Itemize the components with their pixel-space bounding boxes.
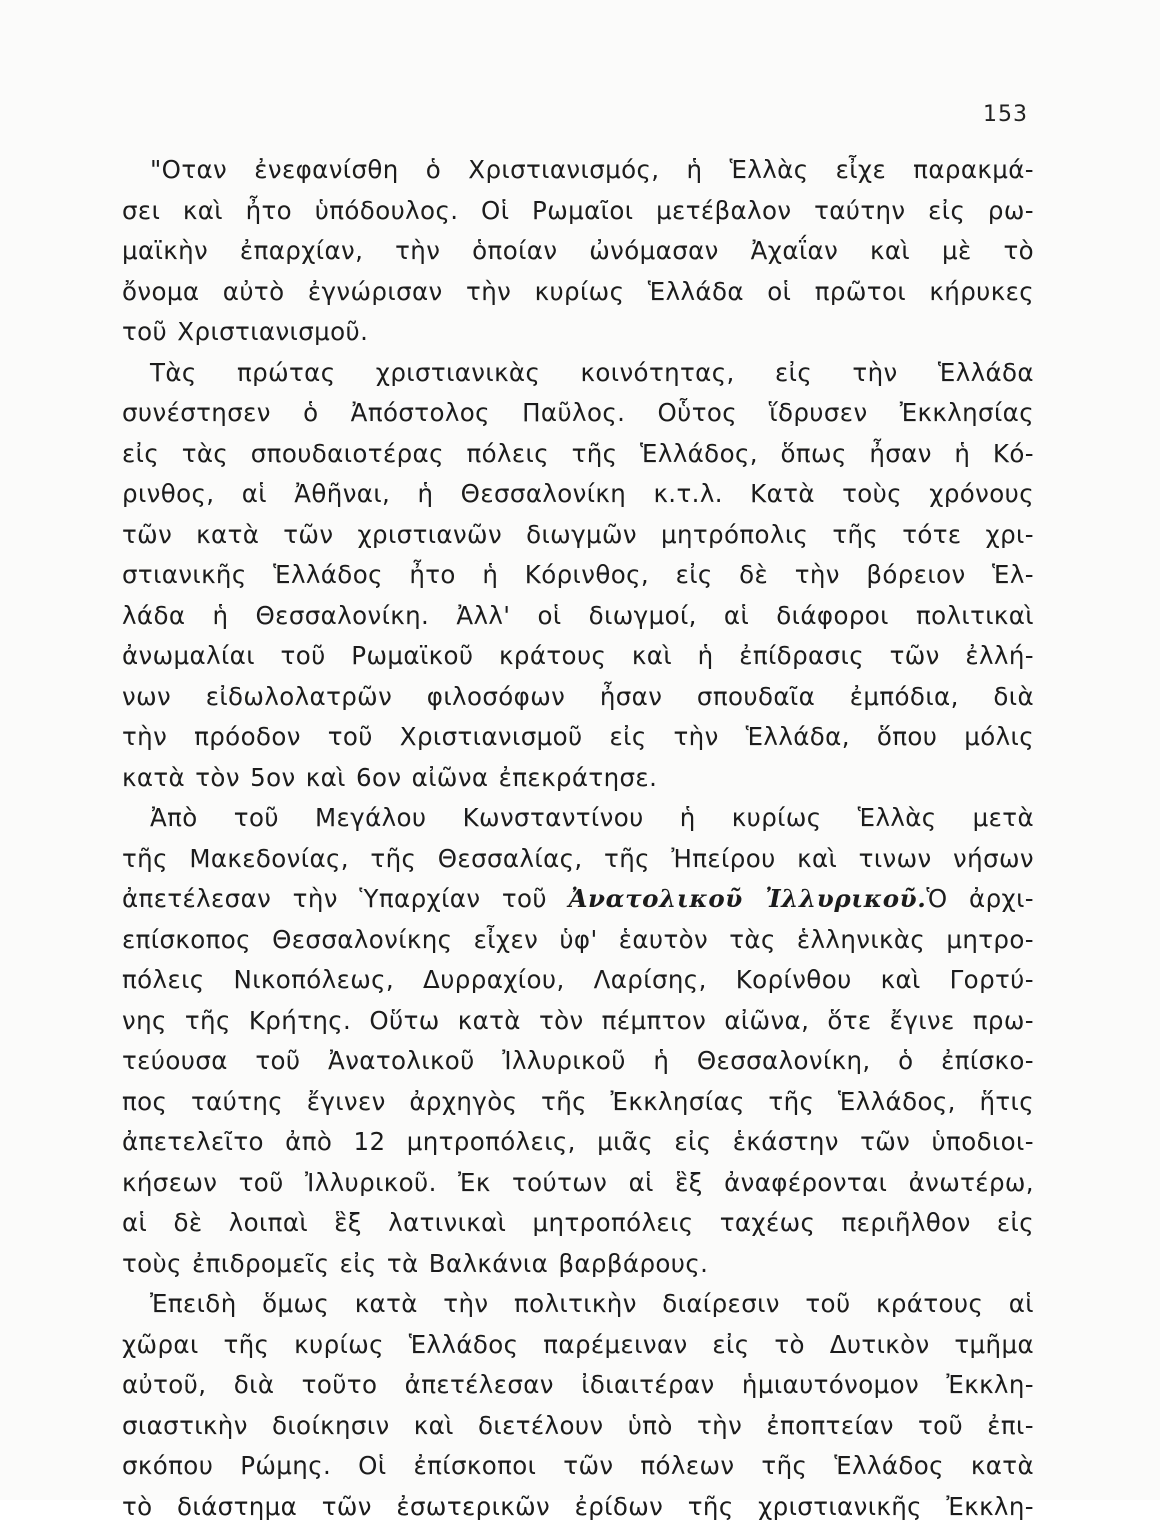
text-line: ἀνωμαλίαι τοῦ Ρωμαϊκοῦ κράτους καὶ ἡ ἐπίδρασις τῶν ἐλλή- (122, 636, 1034, 677)
body-text (122, 150, 1034, 1527)
text-line: σει καὶ ἦτο ὑπόδουλος. Οἱ Ρωμαῖοι μετέβαλον ταύτην εἰς ρω- (122, 191, 1034, 232)
text-line: νων εἰδωλολατρῶν φιλοσόφων ἦσαν σπουδαῖα ἐμπόδια, διὰ (122, 677, 1034, 718)
text-line: αὐτοῦ, διὰ τοῦτο ἀπετέλεσαν ἰδιαιτέραν ἡμιαυτόνομον Ἐκκλη- (122, 1365, 1034, 1406)
text-line: συνέστησεν ὁ Ἀπόστολος Παῦλος. Οὗτος ἵδρυσεν Ἐκκλησίας (122, 393, 1034, 434)
text-line: σκόπου Ρώμης. Οἱ ἐπίσκοποι τῶν πόλεων τῆς Ἑλλάδος κατὰ (122, 1446, 1034, 1487)
text-line: πος ταύτης ἔγινεν ἀρχηγὸς τῆς Ἐκκλησίας τῆς Ἑλλάδος, ἥτις (122, 1082, 1034, 1123)
text-line: χῶραι τῆς κυρίως Ἑλλάδος παρέμειναν εἰς τὸ Δυτικὸν τμῆμα (122, 1325, 1034, 1366)
text-line: τῆς Μακεδονίας, τῆς Θεσσαλίας, τῆς Ἠπείρου καὶ τινων νήσων (122, 839, 1034, 880)
text-line: λάδα ἡ Θεσσαλονίκη. Ἀλλ' οἱ διωγμοί, αἱ διάφοροι πολιτικαὶ (122, 596, 1034, 637)
page-number: 153 (983, 102, 1028, 127)
text-line: αἱ δὲ λοιπαὶ ἓξ λατινικαὶ μητροπόλεις ταχέως περιῆλθον εἰς (122, 1203, 1034, 1244)
text-line (122, 879, 1034, 920)
text-line: τὴν πρόοδον τοῦ Χριστιανισμοῦ εἰς τὴν Ἑλλάδα, ὅπου μόλις (122, 717, 1034, 758)
text-line: τεύουσα τοῦ Ἀνατολικοῦ Ἰλλυρικοῦ ἡ Θεσσαλονίκη, ὁ ἐπίσκο- (122, 1041, 1034, 1082)
text-line: ἀπετελεῖτο ἀπὸ 12 μητροπόλεις, μιᾶς εἰς ἑκάστην τῶν ὑποδιοι- (122, 1122, 1034, 1163)
text-line: "Οταν ἐνεφανίσθη ὁ Χριστιανισμός, ἡ Ἑλλὰς εἶχε παρακμά- (122, 150, 1034, 191)
text-line: μαϊκὴν ἐπαρχίαν, τὴν ὁποίαν ὠνόμασαν Ἀχαΐαν καὶ μὲ τὸ (122, 231, 1034, 272)
text-line: τοῦ Χριστιανισμοῦ. (122, 312, 1034, 353)
text-line: τοὺς ἐπιδρομεῖς εἰς τὰ Βαλκάνια βαρβάρους. (122, 1244, 1034, 1285)
text-line: ὄνομα αὐτὸ ἐγνώρισαν τὴν κυρίως Ἑλλάδα οἱ πρῶτοι κήρυκες (122, 272, 1034, 313)
text-line: Ἀπὸ τοῦ Μεγάλου Κωνσταντίνου ἡ κυρίως Ἑλλὰς μετὰ (122, 798, 1034, 839)
text-segment: ἀπετέλεσαν τὴν Ὑπαρχίαν τοῦ (122, 884, 547, 913)
text-line: σιαστικὴν διοίκησιν καὶ διετέλουν ὑπὸ τὴν ἐποπτείαν τοῦ ἐπι- (122, 1406, 1034, 1447)
text-line: στιανικῆς Ἑλλάδος ἦτο ἡ Κόρινθος, εἰς δὲ τὴν βόρειον Ἑλ- (122, 555, 1034, 596)
text-line: επίσκοπος Θεσσαλονίκης εἶχεν ὑφ' ἑαυτὸν τὰς ἑλληνικὰς μητρο- (122, 920, 1034, 961)
emphasized-term: Ἀνατολικοῦ Ἰλλυρικοῦ. (568, 884, 926, 913)
text-line: Ἐπειδὴ ὅμως κατὰ τὴν πολιτικὴν διαίρεσιν τοῦ κράτους αἱ (122, 1284, 1034, 1325)
text-line: κήσεων τοῦ Ἰλλυρικοῦ. Ἐκ τούτων αἱ ἓξ ἀναφέρονται ἀνωτέρω, (122, 1163, 1034, 1204)
text-line: τὸ διάστημα τῶν ἐσωτερικῶν ἐρίδων τῆς χριστιανικῆς Ἐκκλη- (122, 1487, 1034, 1527)
text-line: νης τῆς Κρήτης. Οὕτω κατὰ τὸν πέμπτον αἰῶνα, ὅτε ἔγινε πρω- (122, 1001, 1034, 1042)
text-line: Τὰς πρώτας χριστιανικὰς κοινότητας, εἰς τὴν Ἑλλάδα (122, 353, 1034, 394)
text-line: πόλεις Νικοπόλεως, Δυρραχίου, Λαρίσης, Κορίνθου καὶ Γορτύ- (122, 960, 1034, 1001)
text-line: ρινθος, αἱ Ἀθῆναι, ἡ Θεσσαλονίκη κ.τ.λ. Κατὰ τοὺς χρόνους (122, 474, 1034, 515)
text-segment: Ὁ ἀρχι- (926, 884, 1034, 913)
text-line: τῶν κατὰ τῶν χριστιανῶν διωγμῶν μητρόπολις τῆς τότε χρι- (122, 515, 1034, 556)
text-line: κατὰ τὸν 5ον καὶ 6ον αἰῶνα ἐπεκράτησε. (122, 758, 1034, 799)
text-line: εἰς τὰς σπουδαιοτέρας πόλεις τῆς Ἑλλάδος, ὅπως ἦσαν ἡ Κό- (122, 434, 1034, 475)
